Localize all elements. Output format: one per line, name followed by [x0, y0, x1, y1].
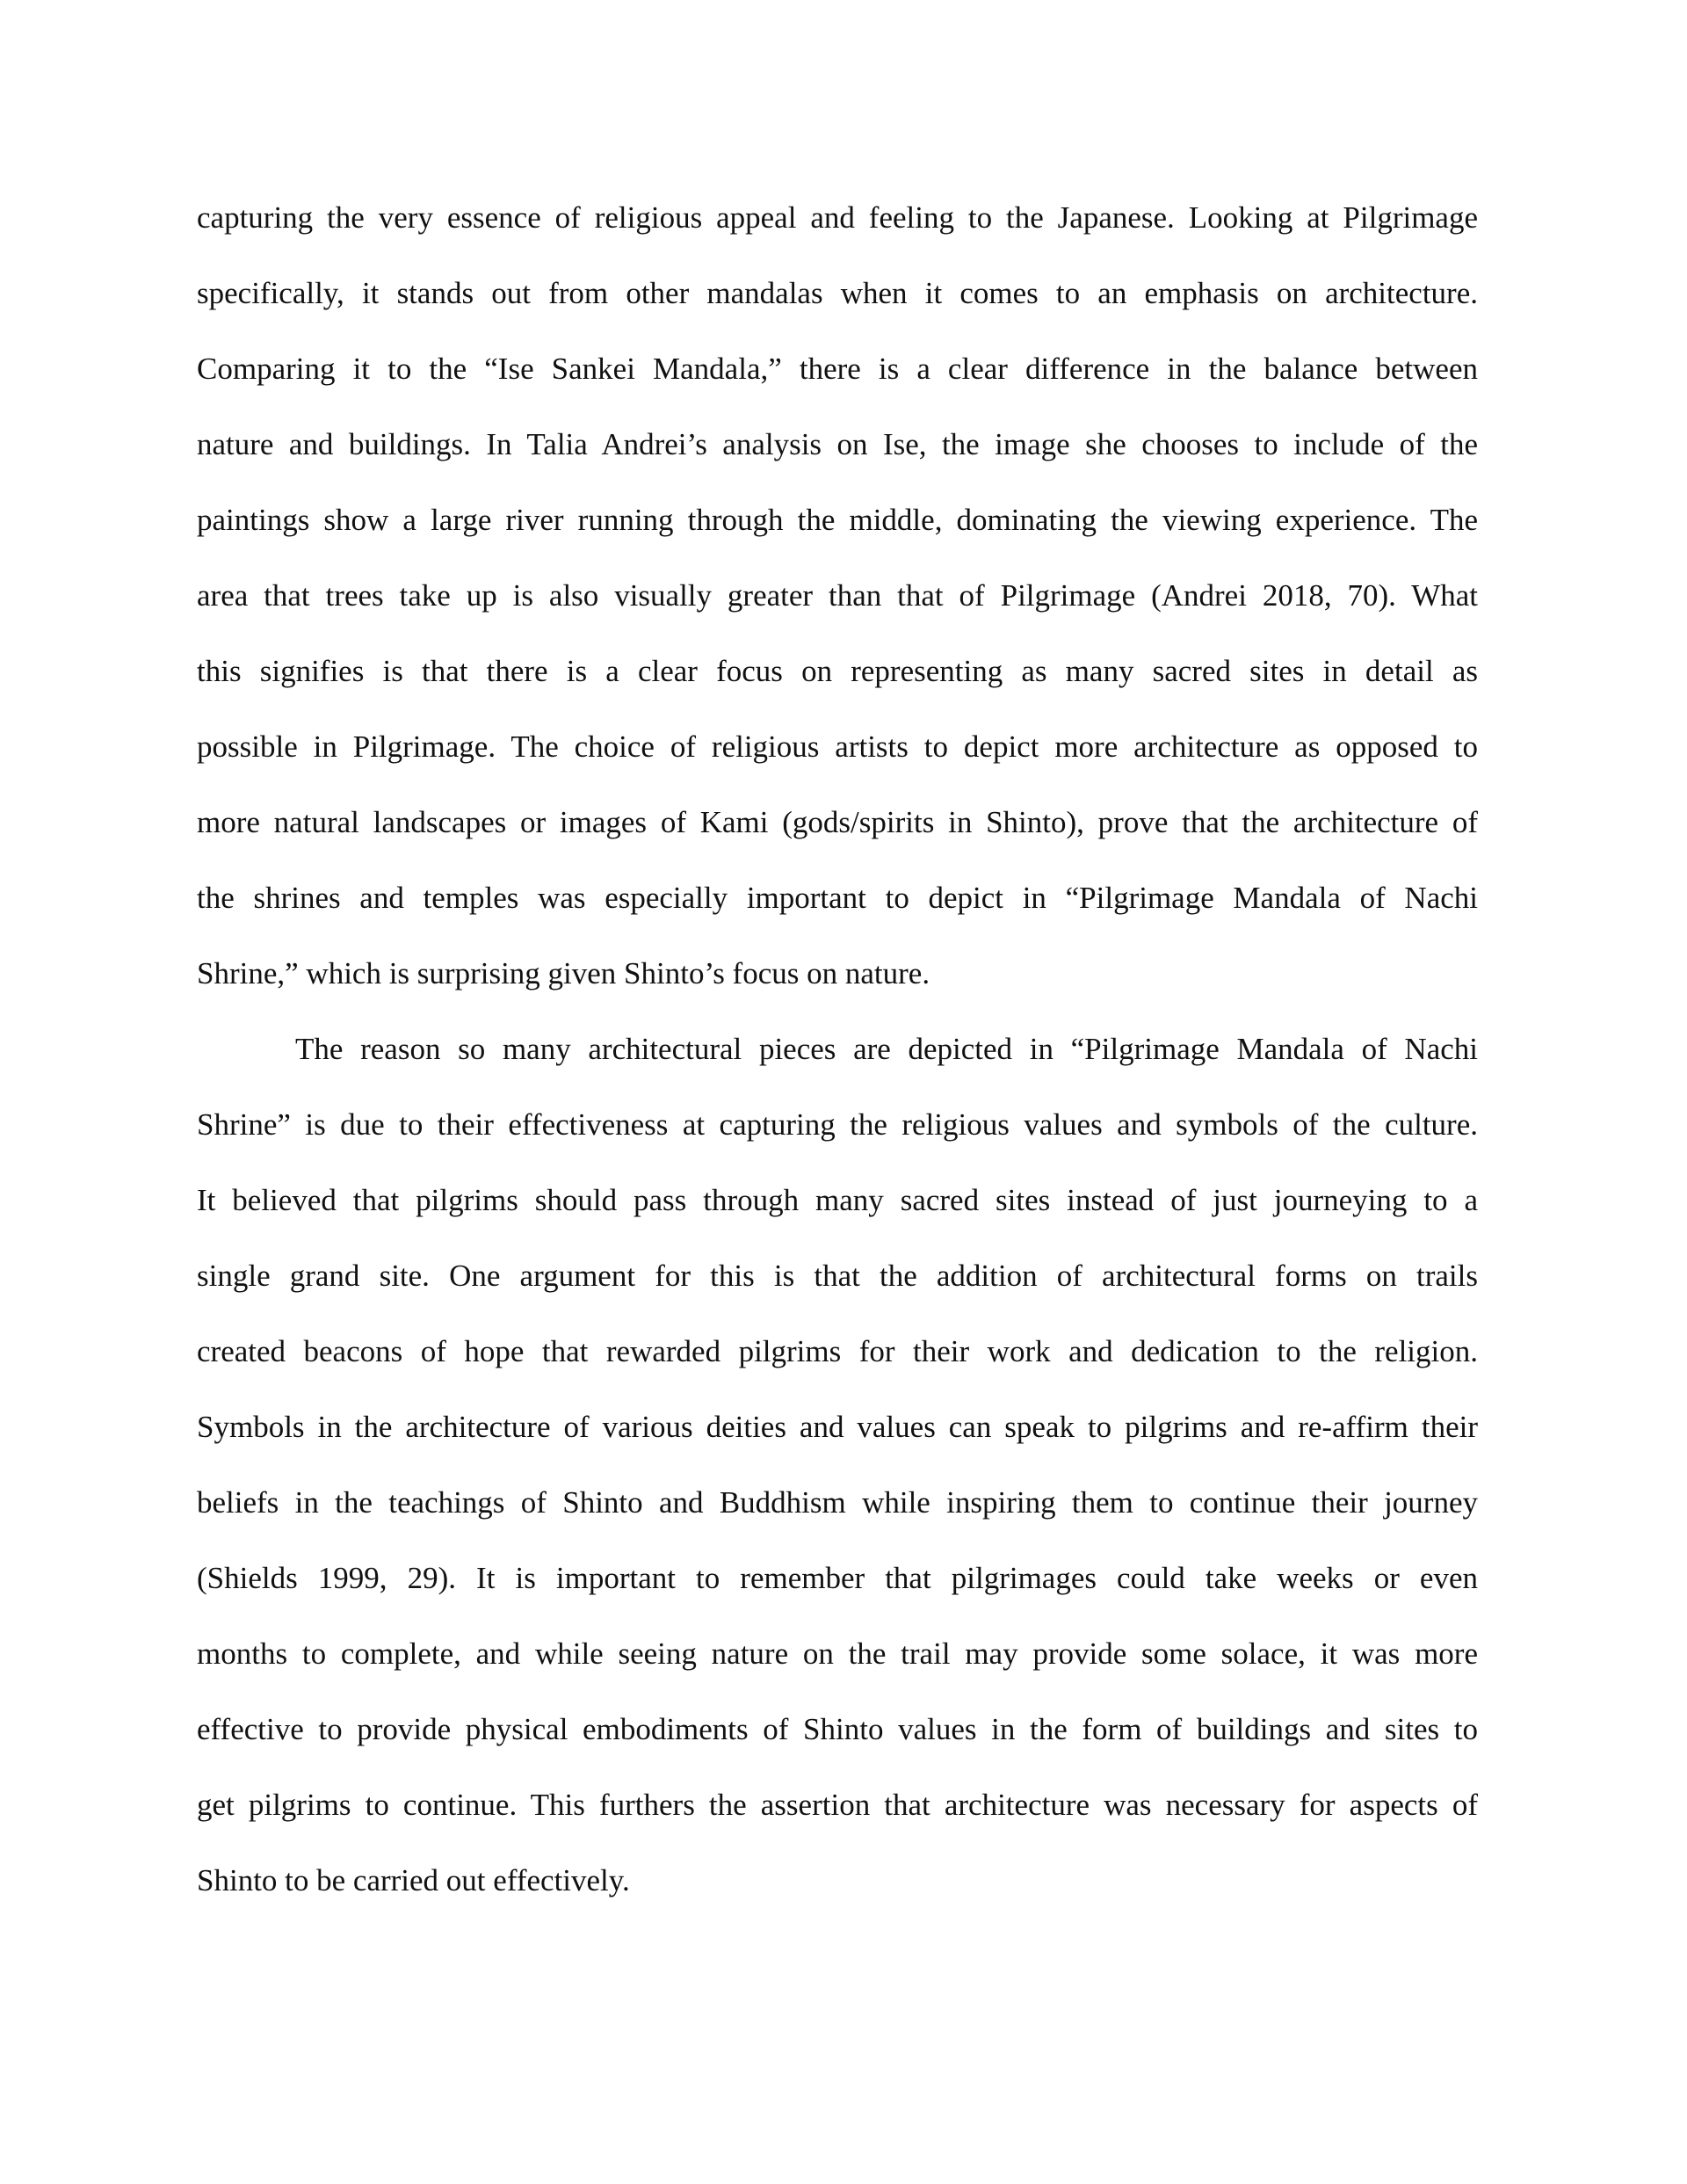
- text-line: Shrine,” which is surprising given Shinto’s focus on nature.: [197, 956, 930, 990]
- text-line: area that trees take up is also visually greater than that of Pilgrimage (Andrei 2018, 70). What: [197, 578, 1478, 613]
- paragraph-1: [197, 188, 1478, 1019]
- text-line: possible in Pilgrimage. The choice of religious artists to depict more architecture as opposed to: [197, 729, 1478, 764]
- text-line: effective to provide physical embodiments of Shinto values in the form of buildings and sites to: [197, 1712, 1478, 1746]
- text-line: It believed that pilgrims should pass through many sacred sites instead of just journeying to a: [197, 1183, 1478, 1217]
- text-line: single grand site. One argument for this is that the addition of architectural forms on trails: [197, 1259, 1478, 1293]
- text-line: get pilgrims to continue. This furthers the assertion that architecture was necessary for aspects of: [197, 1788, 1478, 1822]
- text-line: specifically, it stands out from other mandalas when it comes to an emphasis on architecture.: [197, 276, 1478, 310]
- text-line: more natural landscapes or images of Kami (gods/spirits in Shinto), prove that the architecture of: [197, 805, 1478, 839]
- paragraph-2: [197, 1019, 1478, 1926]
- text-line: capturing the very essence of religious appeal and feeling to the Japanese. Looking at Pilgrimage: [197, 200, 1478, 235]
- text-line: Symbols in the architecture of various deities and values can speak to pilgrims and re-affirm their: [197, 1410, 1478, 1444]
- text-line: nature and buildings. In Talia Andrei’s analysis on Ise, the image she chooses to include of the: [197, 427, 1478, 461]
- text-line: (Shields 1999, 29). It is important to remember that pilgrimages could take weeks or even: [197, 1561, 1478, 1595]
- text-line: Shrine” is due to their effectiveness at capturing the religious values and symbols of the culture.: [197, 1107, 1478, 1142]
- body-text: [197, 188, 1478, 1926]
- text-line: Comparing it to the “Ise Sankei Mandala,” there is a clear difference in the balance between: [197, 352, 1478, 386]
- text-line: The reason so many architectural pieces are depicted in “Pilgrimage Mandala of Nachi: [295, 1032, 1478, 1066]
- text-line: this signifies is that there is a clear focus on representing as many sacred sites in detail as: [197, 654, 1478, 688]
- text-line: the shrines and temples was especially important to depict in “Pilgrimage Mandala of Nachi: [197, 881, 1478, 915]
- text-line: Shinto to be carried out effectively.: [197, 1863, 630, 1897]
- text-line: paintings show a large river running through the middle, dominating the viewing experience. The: [197, 503, 1478, 537]
- text-line: created beacons of hope that rewarded pilgrims for their work and dedication to the religion.: [197, 1334, 1478, 1368]
- text-line: months to complete, and while seeing nature on the trail may provide some solace, it was more: [197, 1636, 1478, 1671]
- text-line: beliefs in the teachings of Shinto and Buddhism while inspiring them to continue their journey: [197, 1485, 1478, 1520]
